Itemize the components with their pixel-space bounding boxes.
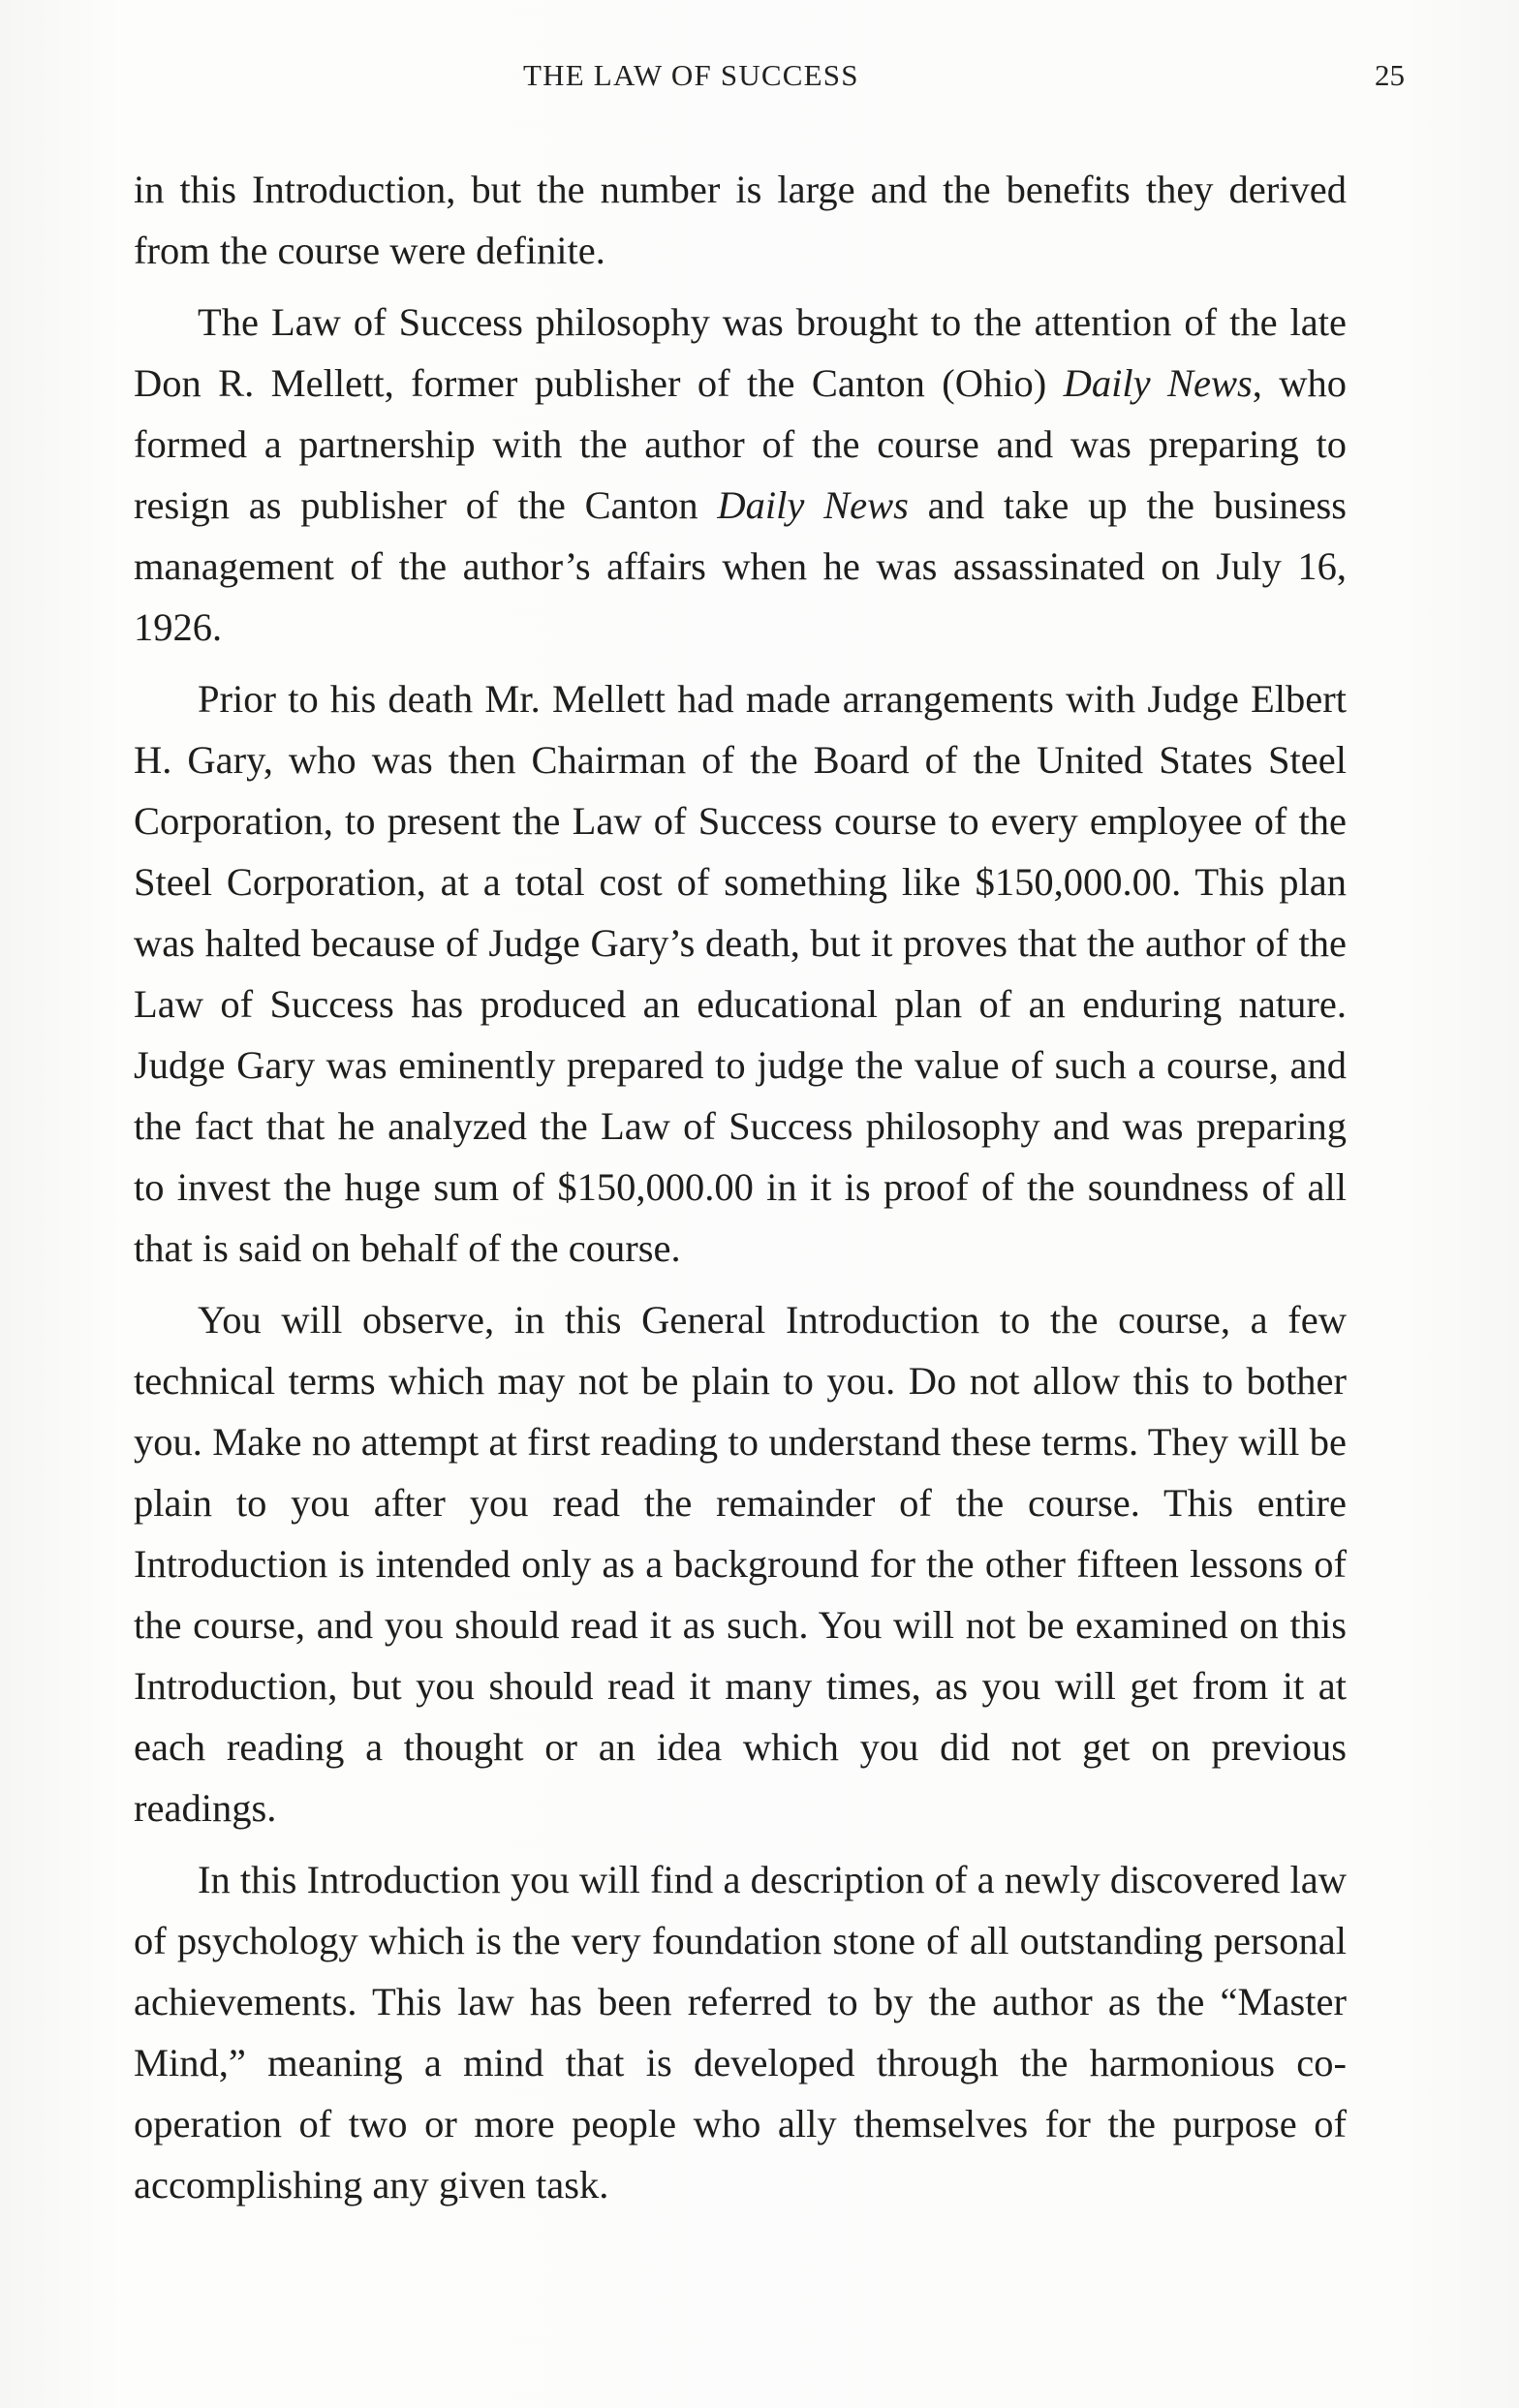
paragraph-technical-terms <box>134 1289 1347 1838</box>
paragraph-text: Prior to his death Mr. Mellett had made arrangements with Judge Elbert H. Gary, who was then Chairman of the Board of the United States Steel Corporation, to present the Law of Success course to every employee of the Steel Corporation, at a total cost of something like $150,000.00. This plan was halted because of Judge Gary’s death, but it proves that the author of the Law of Success has produced an educational plan of an enduring nature. Judge Gary was eminently prepared to judge the value of such a course, and the fact that he analyzed the Law of Success philosophy and was preparing to invest the huge sum of $150,000.00 in it is proof of the soundness of all that is said on behalf of the course. <box>134 677 1347 1270</box>
paragraph-mellett-partnership <box>134 292 1347 658</box>
paragraph-text: In this Introduction you will find a description of a newly discovered law of psychology which is the very foundation stone of all outstanding personal achievements. This law has been referred to by the author as the “Master Mind,” meaning a mind that is developed through the harmonious co-operation of two or more people who ally themselves for the purpose of accomplishing any given task. <box>134 1858 1347 2207</box>
body-text <box>134 159 1347 2215</box>
paragraph-text: in this Introduction, but the number is large and the benefits they derived from the course were definite. <box>134 168 1347 272</box>
newspaper-title: Daily News <box>1063 361 1253 405</box>
page-number: 25 <box>1375 58 1405 92</box>
newspaper-title: Daily News <box>717 483 909 527</box>
paragraph-text: The Law of Success philosophy was brought to the attention of the late Don R. Mellett, former publisher of the Canton (Ohio) <box>134 300 1347 405</box>
paragraph-text: and take up the business management of the author’s affairs when he was assassinated on July 16, 1926. <box>134 483 1347 649</box>
paragraph-master-mind <box>134 1849 1347 2215</box>
running-head <box>0 54 1519 97</box>
paragraph-text: You will observe, in this General Introduction to the course, a few technical terms which may not be plain to you. Do not allow this to bother you. Make no attempt at first reading to understand these terms. They will be plain to you after you read the remainder of the course. This entire Introduction is intended only as a background for the other fifteen lessons of the course, and you should read it as such. You will not be examined on this Introduction, but you should read it many times, as you will get from it at each reading a thought or an idea which you did not get on previous readings. <box>134 1298 1347 1830</box>
paragraph-text: , who formed a partnership with the author of the course and was preparing to resign as publisher of the Canton <box>134 361 1347 527</box>
running-title: THE LAW OF SUCCESS <box>523 58 859 92</box>
paragraph-continuation <box>134 159 1347 281</box>
paragraph-judge-gary <box>134 668 1347 1279</box>
